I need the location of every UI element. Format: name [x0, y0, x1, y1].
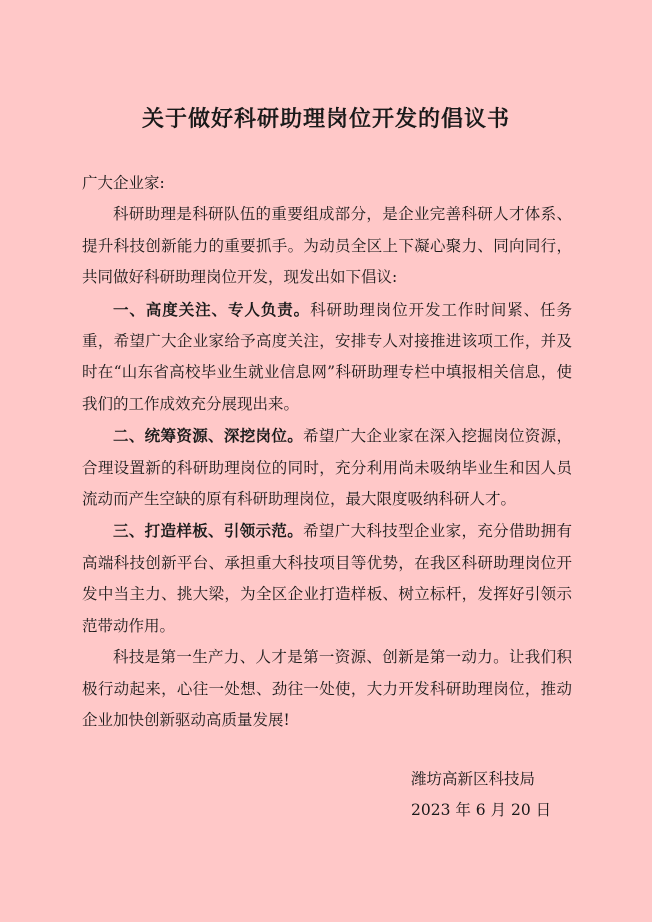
signature-date: 2023 年 6 月 20 日 — [411, 801, 552, 820]
signature-block — [411, 764, 551, 827]
point-paragraph-1 — [82, 294, 572, 421]
salutation: 广大企业家: — [82, 174, 165, 192]
point-text-2: 希望广大企业家在深入挖掘岗位资源，合理设置新的科研助理岗位的同时，充分利用尚未吸纳毕业生和因人员流动而产生空缺的原有科研助理岗位，最大限度吸纳科研人才。 — [82, 427, 572, 509]
point-paragraph-3 — [82, 515, 572, 642]
signature-organization: 潍坊高新区科技局 — [411, 770, 536, 788]
point-heading-3: 三、打造样板、引领示范。 — [113, 521, 304, 541]
document-body — [82, 168, 572, 736]
point-heading-1: 一、高度关注、专人负责。 — [113, 299, 311, 319]
document-title: 关于做好科研助理岗位开发的倡议书 — [141, 106, 510, 132]
intro-paragraph: 科研助理是科研队伍的重要组成部分，是企业完善科研人才体系、提升科技创新能力的重要抓手。为动员全区上下凝心聚力、同向同行，共同做好科研助理岗位开发，现发出如下倡议: — [82, 205, 572, 287]
point-paragraph-2 — [82, 420, 572, 515]
point-heading-2: 二、统筹资源、深挖岗位。 — [113, 426, 304, 446]
point-text-1: 科研助理岗位开发工作时间紧、任务重，希望广大企业家给予高度关注，安排专人对接推进该项工作，并及时在“山东省高校毕业生就业信息网”科研助理专栏中填报相关信息，使我们的工作成效充分展现出来。 — [82, 300, 572, 413]
closing-paragraph: 科技是第一生产力、人才是第一资源、创新是第一动力。让我们积极行动起来，心往一处想、劲往一处使，大力开发科研助理岗位，推动企业加快创新驱动高质量发展! — [82, 648, 572, 729]
point-text-3: 希望广大科技型企业家，充分借助拥有高端科技创新平台、承担重大科技项目等优势，在我区科研助理岗位开发中当主力、挑大梁，为全区企业打造样板、树立标杆，发挥好引领示范带动作用。 — [82, 522, 572, 635]
